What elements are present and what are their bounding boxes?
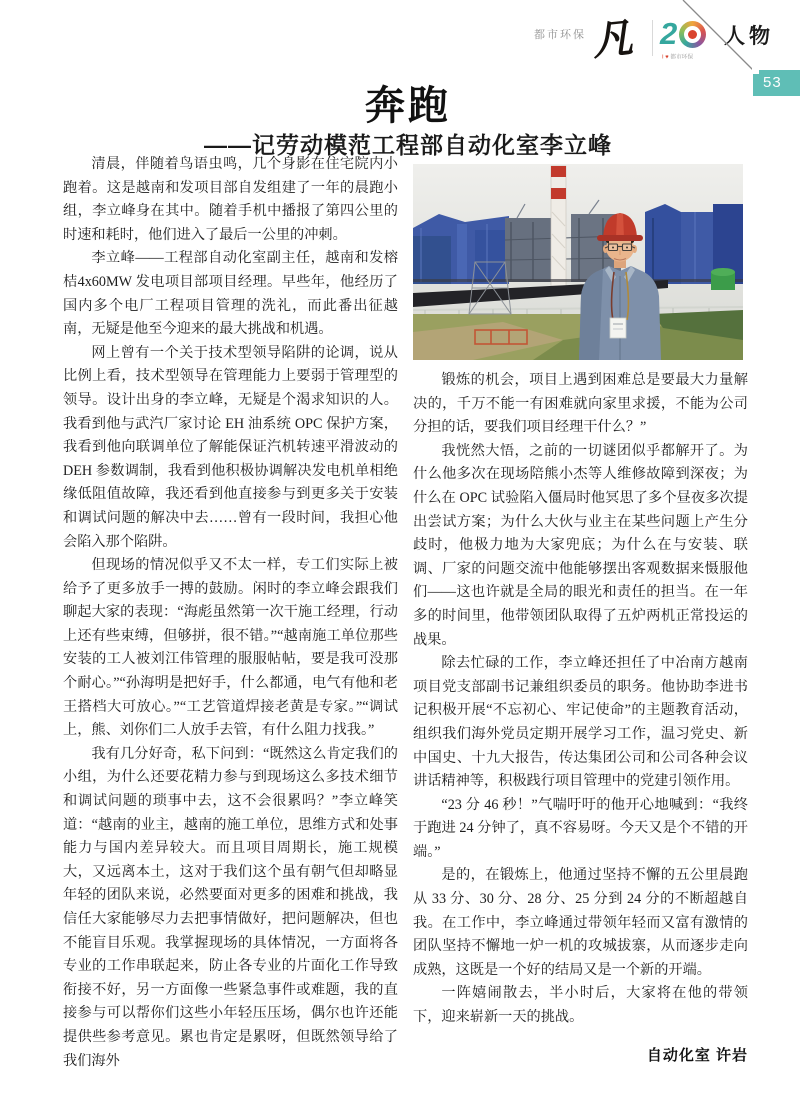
article-paragraph: 但现场的情况似乎又不太一样，专工们实际上被给予了更多放手一搏的鼓励。闲时的李立峰会跟我们聊起大家的表现：“海彪虽然第一次干施工经理，行动上还有些束缚，但够拼，很不错。”“越南施工单位那些安装的工人被刘江伟管理的服服帖帖，要是我可没那个耐心。”“孙海明是把好手，什么都通，电气有他和老王搭档大可放心。”“工艺管道焊接老黄是专家。”“调试上，熊、刘你们二人放手去管，有什么阻力找我。” — [63, 557, 398, 739]
heart-icon: I ♥ — [662, 54, 669, 61]
article-paragraph: 清晨，伴随着鸟语虫鸣，几个身影在住宅院内小跑着。这是越南和发项目部自发组建了一年的晨跑小组，李立峰身在其中。随着手机中播报了第四公里的时速和耗时，他们进入了最后一公里的冲刺。 — [63, 156, 398, 243]
logo-digit-2: 2 — [660, 16, 678, 51]
article-paragraph: 李立峰——工程部自动化室副主任，越南和发榕桔4x60MW 发电项目部项目经理。早些年，他经历了国内多个电厂工程项目管理的洗礼，而此番出征越南，无疑是他至今迎来的最大挑战和机遇。 — [63, 250, 398, 338]
article-title: 奔跑 — [365, 84, 451, 128]
article-paragraph: “23 分 46 秒！”气喘吁吁的他开心地喊到：“我终于跑进 24 分钟了，真不容易呀。今天又是个不错的开端。” — [413, 796, 748, 860]
article-paragraph: 一阵嬉闹散去，半小时后，大家将在他的带领下，迎来崭新一天的挑战。 — [413, 985, 748, 1026]
article-paragraph: 网上曾有一个关于技术型领导陷阱的论调，说从比例上看，技术型领导在管理能力上要弱于管理型的领导。设计出身的李立峰，无疑是个渴求知识的人。我看到他与武汽厂家讨论 EH 油系统 OPC 保护方案，我看到他向联调单位了解能保证汽机转速平滑波动的 DEH 参数调制，我看到他积极协调解决发电机单相绝缘低阻值故障，我还看到他直接参与到更多关于安装和调试问题的解决中去……曾有一段时间，我担心他会陷入那个陷阱。 — [63, 344, 398, 550]
article-paragraph: 是的，在锻炼上，他通过坚持不懈的五公里晨跑从 33 分、30 分、28 分、25 分到 24 分的不断超越自我。在工作中，李立峰通过带领年轻而又富有激情的团队坚持不懈地一炉一机的攻城拔寨，从而逐步走向成熟，这既是一个好的结局又是一个新的开端。 — [413, 867, 748, 978]
page-number: 53 — [763, 74, 782, 91]
article-paragraph: 锻炼的机会，项目上遇到困难总是要最大力量解决的，千万不能一有困难就向家里求援，不能为公司分担的话，要我们项目经理干什么？” — [413, 372, 748, 436]
article-paragraph: 除去忙碌的工作，李立峰还担任了中冶南方越南项目党支部副书记兼组织委员的职务。他协助李进书记积极开展“不忘初心、牢记使命”的主题教育活动，组织我们海外党员定期开展学习工作，温习党史、新中国史、十九大报告，传达集团公司和公司各种会议讲话精神等，积极践行项目管理中的党建引领作用。 — [413, 655, 748, 790]
header-divider — [652, 20, 653, 56]
brand-calligraphy-glyph: 凡 — [590, 15, 635, 64]
article-subtitle: ——记劳动模范工程部自动化室李立峰 — [204, 132, 612, 158]
site-photo — [413, 164, 743, 360]
left-column — [63, 153, 398, 1073]
article-byline: 自动化室 许岩 — [646, 1046, 748, 1064]
right-column — [413, 164, 748, 1065]
diagonal-rule — [655, 0, 760, 74]
article-paragraph: 我恍然大悟，之前的一切谜团似乎都解开了。为什么他多次在现场陪熊小杰等人维修故障到深夜；为什么在 OPC 试验陷入僵局时他冥思了多个昼夜多次提出尝试方案；为什么大伙与业主在某些问题上产生分歧时，他极力地为大家兜底；为什么在与安装、联调、厂家的问题交流中他能够摆出客观数据来慑服他们——这也许就是全局的眼光和责任的担当。在一年多的时间里，他带领团队取得了五炉两机正常投运的战果。 — [413, 442, 748, 648]
section-label: 人物 — [724, 25, 774, 48]
article-paragraph: 我有几分好奇，私下问到：“既然这么肯定我们的小组，为什么还要花精力参与到现场这么多技术细节和调试问题的琐事中去，这不会很累吗？”李立峰笑道：“越南的业主，越南的施工单位，思维方式和处事能力与国内差异较大。而且项目周期长，施工规模大，又远离本土，这对于我们这个虽有朝气但却略显年轻的团队来说，必然要面对更多的困难和挑战，我信任大家能够尽力去把事情做好，把问题解决，但也不能盲目乐观。我掌握现场的具体情况，一方面将各专业的工作串联起来，防止各专业的片面化工作导致衔接不好，另一方面像一些紧急事件或难题，我的直接参与可以帮你们这些小年轻压压场，偶尔也许还能提供些参考意见。累也肯定是累呀，但既然领导给了我们海外 — [63, 745, 398, 1069]
brand-text: 都市环保 — [534, 29, 586, 41]
page-number-tab — [753, 70, 800, 96]
logo-tagline: I ♥ 都市环保 — [662, 54, 694, 61]
